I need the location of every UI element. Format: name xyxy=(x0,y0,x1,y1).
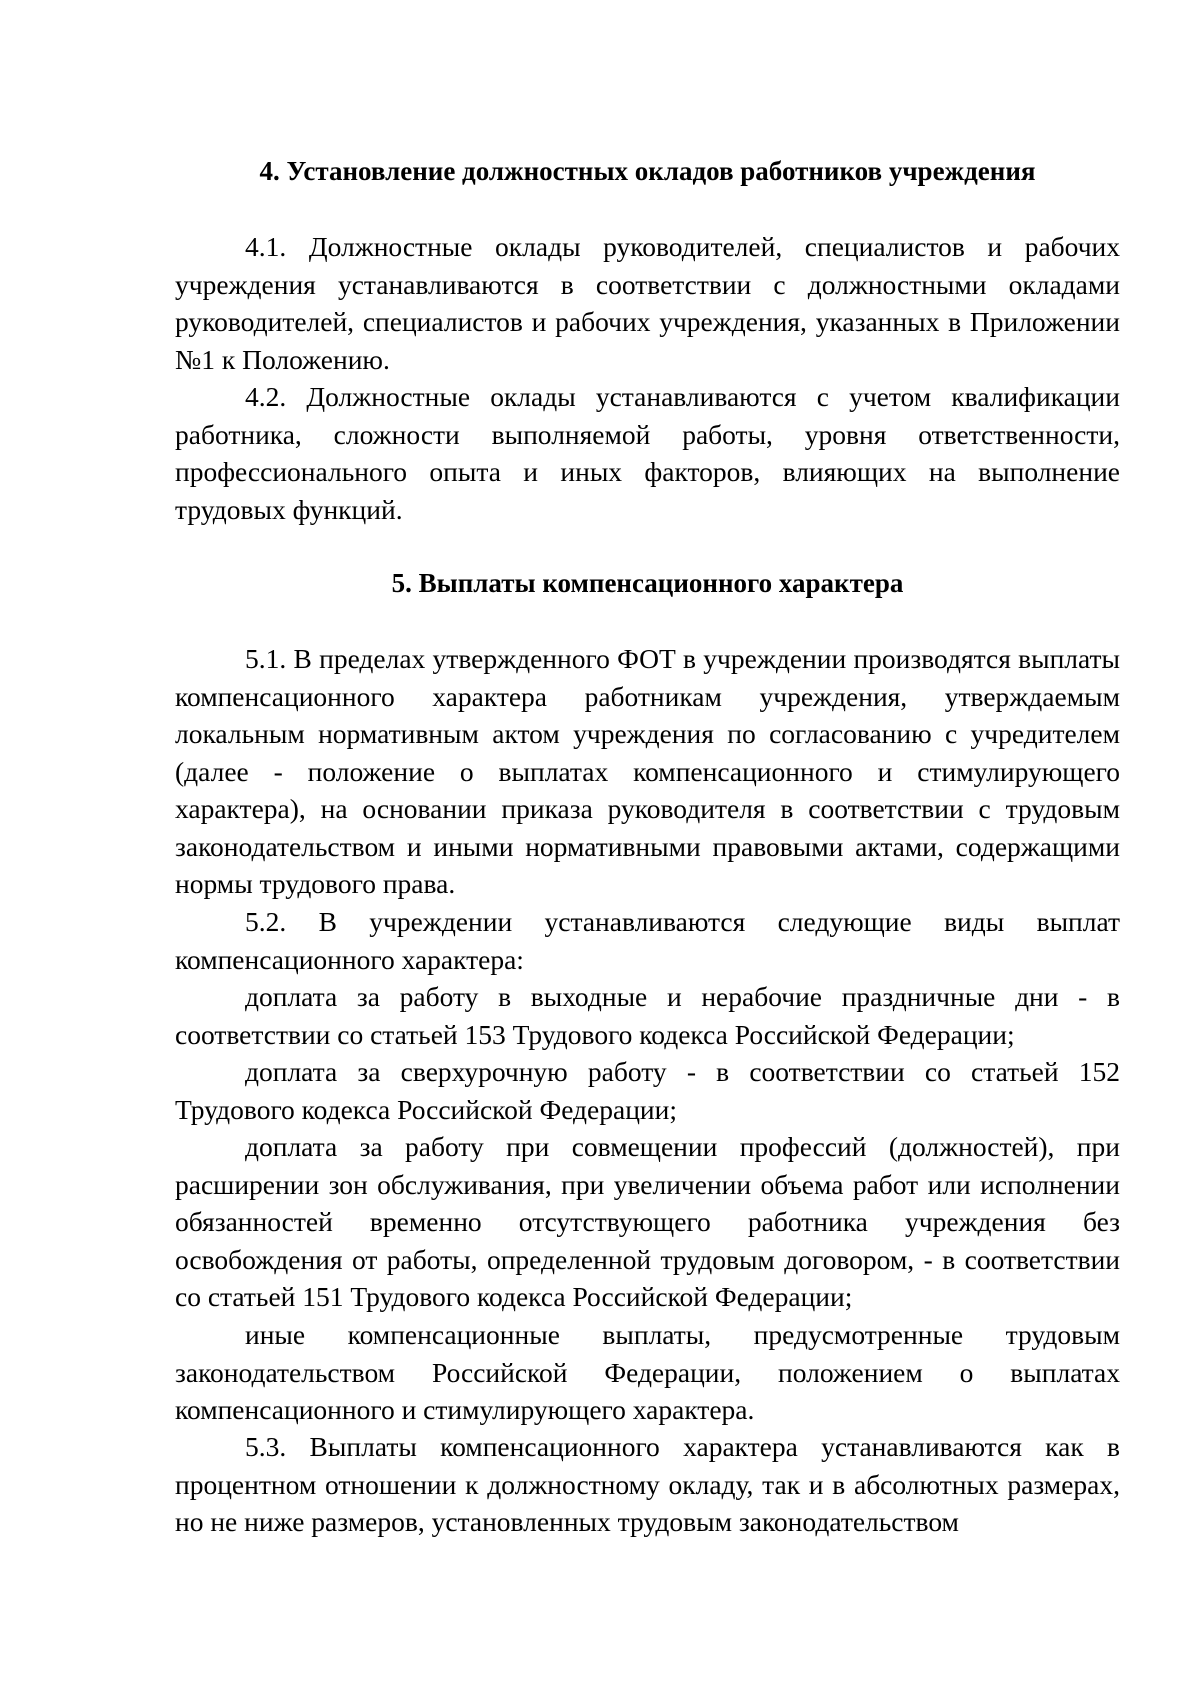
paragraph-4-1: 4.1. Должностные оклады руководителей, специалистов и рабочих учреждения устанавливаются в соответствии с должностными окладами руководителей, специалистов и рабочих учреждения, указанных в Приложении №1 к Положению. xyxy=(175,231,1120,375)
paragraph-5-1: 5.1. В пределах утвержденного ФОТ в учреждении производятся выплаты компенсационного характера работникам учреждения, утверждаемым локальным нормативным актом учреждения по согласованию с учредителем (далее - положение о выплатах компенсационного и стимулирующего характера), на основании приказа руководителя в соответствии с трудовым законодательством и иными нормативными правовыми актами, содержащими нормы трудового права. xyxy=(175,643,1120,899)
paragraph-5-3: 5.3. Выплаты компенсационного характера устанавливаются как в процентном отношении к должностному окладу, так и в абсолютных размерах, но не ниже размеров, установленных трудовым законодательством xyxy=(175,1431,1120,1537)
list-item-combined-duties-pay: доплата за работу при совмещении профессий (должностей), при расширении зон обслуживания, при увеличении объема работ или исполнении обязанностей временно отсутствующего работника учреждения без освобождения от работы, определенной трудовым договором, - в соответствии со статьей 151 Трудового кодекса Российской Федерации; xyxy=(175,1131,1120,1312)
list-item-other-compensation: иные компенсационные выплаты, предусмотренные трудовым законодательством Российской Федерации, положением о выплатах компенсационного и стимулирующего характера. xyxy=(175,1319,1120,1425)
section-5-heading: 5. Выплаты компенсационного характера xyxy=(391,568,904,598)
section-4-heading: 4. Установление должностных окладов работников учреждения xyxy=(259,156,1036,186)
list-item-holiday-pay: доплата за работу в выходные и нерабочие праздничные дни - в соответствии со статьей 153 Трудового кодекса Российской Федерации; xyxy=(175,981,1120,1050)
list-item-overtime-pay: доплата за сверхурочную работу - в соответствии со статьей 152 Трудового кодекса Российской Федерации; xyxy=(175,1056,1120,1125)
paragraph-5-2: 5.2. В учреждении устанавливаются следующие виды выплат компенсационного характера: xyxy=(175,906,1120,975)
paragraph-4-2: 4.2. Должностные оклады устанавливаются с учетом квалификации работника, сложности выполняемой работы, уровня ответственности, профессионального опыта и иных факторов, влияющих на выполнение трудовых функций. xyxy=(175,381,1120,525)
